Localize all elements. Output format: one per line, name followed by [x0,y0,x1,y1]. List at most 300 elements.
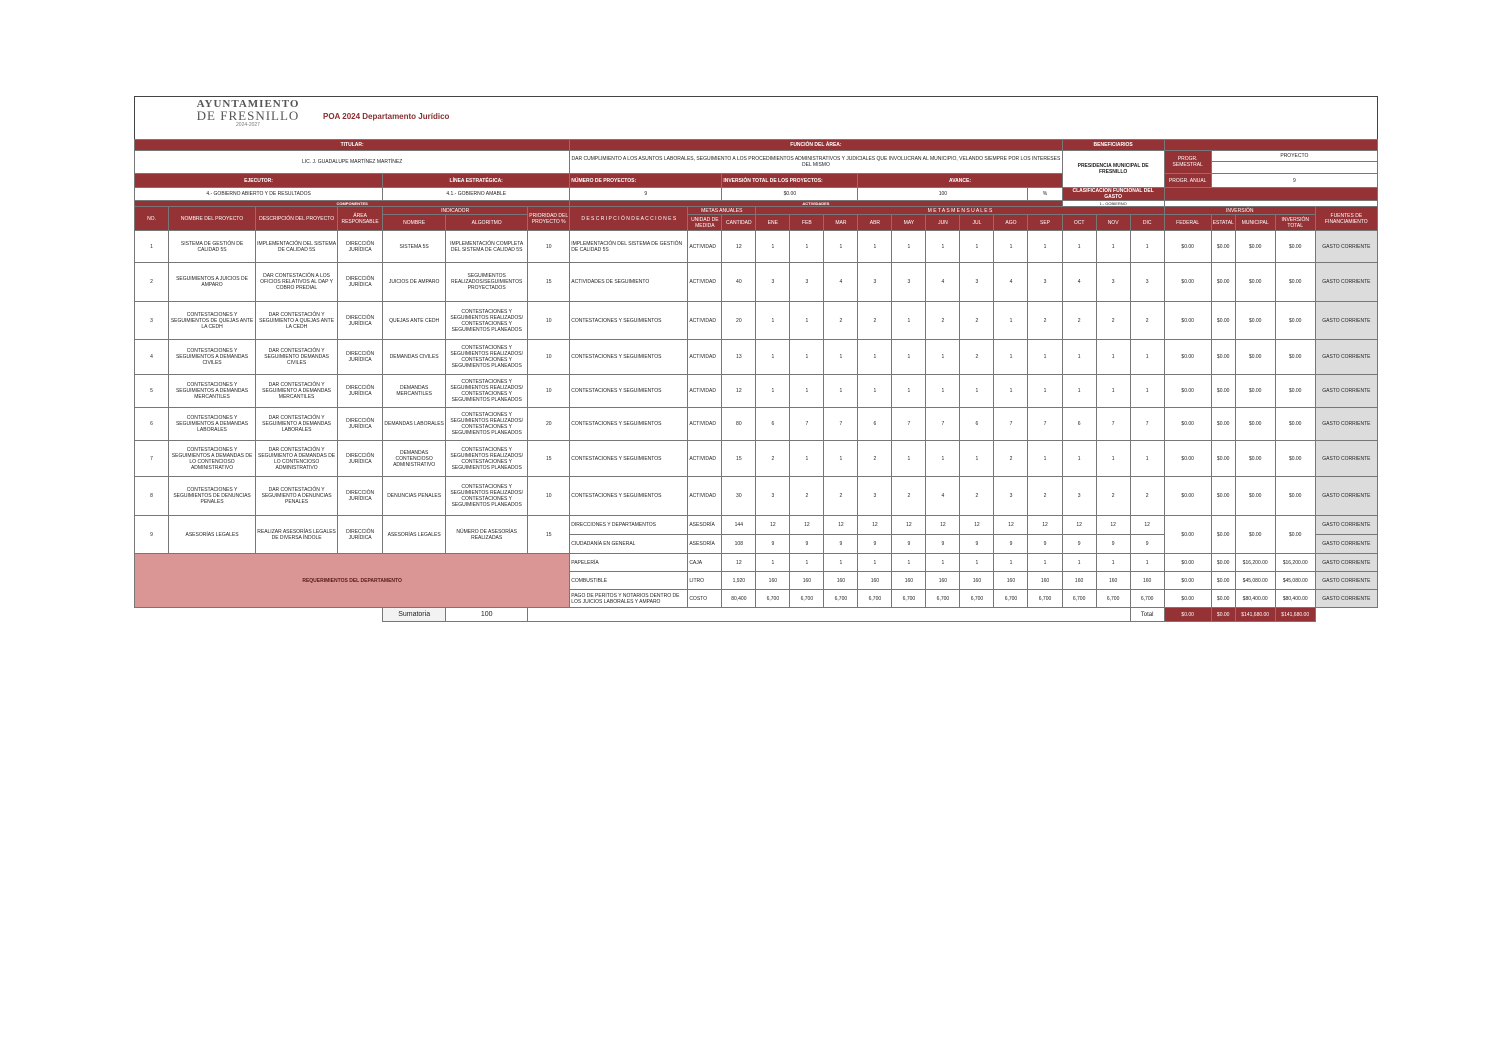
inversion-total: $0.00 [1275,408,1315,441]
meta-mensual: 3 [756,263,790,302]
meta-mensual: 3 [1130,263,1164,302]
meta-mensual: 2 [1130,477,1164,516]
col-12: MAR [824,215,858,231]
requerimiento-descripcion: PAPELERÍA [570,554,688,572]
meta-mensual: 9 [1028,535,1062,554]
cantidad: 15 [722,441,756,477]
meta-mensual: 1 [790,302,824,340]
meta-mensual: 3 [892,263,926,302]
indicador-algoritmo: IMPLEMENTACIÓN COMPLETA DEL SISTEMA DE CALIDAD 5S [446,231,528,263]
meta-mensual: 1 [926,231,960,263]
requerimiento-federal: $0.00 [1164,554,1211,572]
actividades-header: ACTIVIDADES [570,201,1062,207]
meta-mensual: 1 [892,441,926,477]
inversion-federal: $0.00 [1164,302,1211,340]
area-responsable: DIRECCIÓN JURÍDICA [338,340,383,375]
indicador-nombre: DEMANDAS CIVILES [383,340,446,375]
titular-value: LIC. J. GUADALUPE MARTÍNEZ MARTÍNEZ [135,151,570,174]
meta-mensual: 1 [824,231,858,263]
project-description: DAR CONTESTACIÓN Y SEGUIMIENTO A DEMANDAS LABORALES [256,408,338,441]
unidad-medida: ACTIVIDAD [688,441,722,477]
meta-mensual: 7 [1096,408,1130,441]
meta-mensual: 1 [960,375,994,408]
unidad-medida: ACTIVIDAD [688,477,722,516]
meta-mensual: 9 [1096,535,1130,554]
prioridad: 10 [528,477,570,516]
prioridad: 10 [528,231,570,263]
meta-mensual: 6 [960,408,994,441]
col-fuentes: FUENTES DE FINANCIAMIENTO [1315,207,1377,231]
inversion-total: $0.00 [1275,302,1315,340]
accion-descripcion: CONTESTACIONES Y SEGUIMIENTOS [570,477,688,516]
project-description: DAR CONTESTACIÓN Y SEGUIMIENTO A DENUNCIAS PENALES [256,477,338,516]
meta-mensual: 2 [790,477,824,516]
sheet-header [134,96,1378,139]
meta-mensual: 2 [960,340,994,375]
fuente-financiamiento: GASTO CORRIENTE [1315,340,1377,375]
inversion-estatal: $0.00 [1211,441,1235,477]
meta-mensual: 3 [1096,263,1130,302]
col-descripcion-acciones: D E S C R I P C I Ó N D E A C C I O N E S [570,207,688,231]
accion-descripcion: CONTESTACIONES Y SEGUIMIENTOS [570,441,688,477]
fuente-financiamiento: GASTO CORRIENTE [1315,408,1377,441]
meta-mensual: 2 [1028,477,1062,516]
meta-mensual: 7 [1130,408,1164,441]
area-responsable: DIRECCIÓN JURÍDICA [338,263,383,302]
meta-mensual: 1 [1062,375,1096,408]
beneficiarios-header: BENEFICIARIOS [1062,140,1164,151]
meta-mensual: 1 [1096,375,1130,408]
progr-anual-label: PROGR. ANUAL [1164,174,1211,188]
beneficiarios-value: PRESIDENCIA MUNICIPAL DE FRESNILLO [1062,151,1164,188]
requerimiento-mes: 160 [824,572,858,590]
meta-mensual: 1 [1062,441,1096,477]
col-18: SEP [1028,215,1062,231]
meta-mensual: 4 [994,263,1028,302]
clasificacion-value: 1.- GOBIERNO [1062,201,1164,207]
meta-mensual: 12 [1028,516,1062,535]
avance-header: AVANCE: [858,174,1062,188]
meta-mensual: 1 [994,375,1028,408]
inversion-federal: $0.00 [1164,441,1211,477]
meta-mensual: 3 [960,263,994,302]
total-inversion: $141,680.00 [1275,608,1315,622]
inversion-total: $0.00 [1275,516,1315,554]
requerimiento-mes: 6,700 [1096,590,1130,608]
project-no: 8 [135,477,169,516]
requerimiento-mes: 1 [1130,554,1164,572]
col-24: MUNICIPAL [1235,215,1275,231]
fuente-financiamiento: GASTO CORRIENTE [1315,477,1377,516]
meta-mensual: 1 [824,340,858,375]
inversion-total: $0.00 [1275,441,1315,477]
inversion-estatal: $0.00 [1211,477,1235,516]
total-municipal: $141,680.00 [1235,608,1275,622]
meta-mensual: 9 [1062,535,1096,554]
meta-mensual: 1 [892,302,926,340]
project-no: 9 [135,516,169,554]
indicador-algoritmo: CONTESTACIONES Y SEGUIMIENTOS REALIZADOS/ CONTESTACIONES Y SEGUIMIENTOS PLANEADOS [446,408,528,441]
meta-mensual: 3 [790,263,824,302]
meta-mensual: 9 [994,535,1028,554]
indicador-algoritmo: CONTESTACIONES Y SEGUIMIENTOS REALIZADOS/ CONTESTACIONES Y SEGUIMIENTOS PLANEADOS [446,302,528,340]
meta-mensual: 1 [756,302,790,340]
sumatoria-label: Sumatoria [383,608,446,622]
requerimiento-mes: 160 [1096,572,1130,590]
col-10: ENE [756,215,790,231]
inversion-total-value: $0.00 [722,188,858,201]
meta-mensual: 1 [994,231,1028,263]
meta-mensual: 12 [1062,516,1096,535]
requerimiento-mes: 160 [756,572,790,590]
meta-mensual: 4 [926,477,960,516]
indicador-nombre: QUEJAS ANTE CEDH [383,302,446,340]
meta-mensual: 1 [1028,375,1062,408]
requerimiento-total: $45,080.00 [1275,572,1315,590]
ayuntamiento-logo: AYUNTAMIENTO DE FRESNILLO 2024-2027 [196,98,300,128]
inversion-federal: $0.00 [1164,477,1211,516]
meta-mensual: 7 [994,408,1028,441]
meta-mensual: 2 [824,302,858,340]
project-description: DAR CONTESTACIÓN Y SEGUIMIENTO A DEMANDAS MERCANTILES [256,375,338,408]
project-no: 2 [135,263,169,302]
meta-mensual: 1 [892,375,926,408]
requerimiento-mes: 6,700 [858,590,892,608]
project-no: 7 [135,441,169,477]
col-prioridad: PRIORIDAD DEL PROYECTO % [528,207,570,231]
inversion-federal: $0.00 [1164,408,1211,441]
fuente-financiamiento: GASTO CORRIENTE [1315,375,1377,408]
col-23: ESTATAL [1211,215,1235,231]
inversion-total: $0.00 [1275,231,1315,263]
requerimiento-mes: 6,700 [1062,590,1096,608]
inversion-municipal: $0.00 [1235,340,1275,375]
inversion-federal: $0.00 [1164,231,1211,263]
col-16: JUL [960,215,994,231]
meta-mensual: 1 [1028,340,1062,375]
project-no: 3 [135,302,169,340]
project-name: CONTESTACIONES Y SEGUIMIENTOS DE QUEJAS ANTE LA CEDH [169,302,256,340]
requerimiento-mes: 1 [790,554,824,572]
meta-mensual: 1 [1130,375,1164,408]
meta-mensual: 9 [790,535,824,554]
meta-mensual: 1 [790,441,824,477]
col-nombre-proyecto: NOMBRE DEL PROYECTO [169,207,256,231]
meta-mensual: 9 [1130,535,1164,554]
componentes-header: COMPONENTES [135,201,570,207]
col-14: MAY [892,215,926,231]
requerimiento-mes: 6,700 [824,590,858,608]
prioridad: 10 [528,340,570,375]
inversion-estatal: $0.00 [1211,340,1235,375]
requerimiento-unidad: COSTO [688,590,722,608]
meta-mensual: 12 [994,516,1028,535]
meta-mensual: 9 [960,535,994,554]
inversion-estatal: $0.00 [1211,516,1235,554]
meta-mensual: 12 [960,516,994,535]
meta-mensual: 1 [926,340,960,375]
fuente-financiamiento: GASTO CORRIENTE [1315,302,1377,340]
meta-mensual: 6 [756,408,790,441]
requerimiento-mes: 6,700 [892,590,926,608]
project-row [135,441,1378,477]
unidad-medida: ACTIVIDAD [688,375,722,408]
accion-descripcion: IMPLEMENTACIÓN DEL SISTEMA DE GESTIÓN DE CALIDAD 5S [570,231,688,263]
fuente-financiamiento: GASTO CORRIENTE [1315,231,1377,263]
requerimiento-mes: 1 [824,554,858,572]
meta-mensual: 1 [756,231,790,263]
indicador-nombre: DEMANDAS CONTENCIOSO ADMINISTRATIVO [383,441,446,477]
requerimiento-mes: 160 [994,572,1028,590]
col-19: OCT [1062,215,1096,231]
project-no: 5 [135,375,169,408]
prioridad: 10 [528,375,570,408]
meta-mensual: 1 [1062,340,1096,375]
cantidad: 108 [722,535,756,554]
meta-mensual: 3 [858,477,892,516]
cantidad: 12 [722,375,756,408]
cantidad: 12 [722,231,756,263]
meta-mensual: 12 [1096,516,1130,535]
poa-table [134,139,1378,622]
ejecutor-header: EJECUTOR: [135,174,383,188]
meta-mensual: 9 [756,535,790,554]
accion-descripcion: DIRECCIONES Y DEPARTAMENTOS [570,516,688,535]
meta-mensual: 2 [858,441,892,477]
meta-mensual: 2 [824,477,858,516]
meta-mensual: 12 [1130,516,1164,535]
indicador-nombre: JUICIOS DE AMPARO [383,263,446,302]
meta-mensual: 9 [858,535,892,554]
meta-mensual: 1 [858,340,892,375]
meta-mensual: 2 [756,441,790,477]
avance-unit: % [1028,188,1062,201]
meta-mensual: 1 [1130,340,1164,375]
fuente-financiamiento: GASTO CORRIENTE [1315,535,1377,554]
project-row [135,516,1378,535]
meta-mensual: 1 [1096,231,1130,263]
meta-mensual: 12 [858,516,892,535]
cantidad: 80 [722,408,756,441]
cantidad: 30 [722,477,756,516]
area-responsable: DIRECCIÓN JURÍDICA [338,477,383,516]
funcion-header: FUNCIÓN DEL ÁREA: [570,140,1062,151]
accion-descripcion: CONTESTACIONES Y SEGUIMIENTOS [570,408,688,441]
inversion-federal: $0.00 [1164,516,1211,554]
col-17: AGO [994,215,1028,231]
project-name: ASESORÍAS LEGALES [169,516,256,554]
meta-mensual: 12 [892,516,926,535]
prioridad: 15 [528,263,570,302]
col-8: UNIDAD DE MEDIDA [688,215,722,231]
accion-descripcion: CONTESTACIONES Y SEGUIMIENTOS [570,340,688,375]
inversion-municipal: $0.00 [1235,408,1275,441]
inversion-header: INVERSIÓN [1164,207,1315,215]
project-name: CONTESTACIONES Y SEGUIMIENTOS DE DENUNCIAS PENALES [169,477,256,516]
requerimiento-mes: 160 [790,572,824,590]
meta-mensual: 1 [1130,231,1164,263]
metas-mensuales-header: M E T A S M E N S U A L E S [756,207,1164,215]
requerimiento-estatal: $0.00 [1211,554,1235,572]
unidad-medida: ASESORÍA [688,516,722,535]
cantidad: 40 [722,263,756,302]
requerimiento-mes: 160 [1028,572,1062,590]
unidad-medida: ASESORÍA [688,535,722,554]
indicador-nombre: SISTEMA 5S [383,231,446,263]
project-row [135,340,1378,375]
meta-mensual: 1 [994,340,1028,375]
meta-mensual: 2 [1062,302,1096,340]
meta-mensual: 1 [824,375,858,408]
requerimiento-mes: 160 [1062,572,1096,590]
project-name: SEGUIMIENTOS A JUICIOS DE AMPARO [169,263,256,302]
requerimiento-cantidad: 80,400 [722,590,756,608]
inversion-municipal: $0.00 [1235,263,1275,302]
project-row [135,263,1378,302]
inversion-municipal: $0.00 [1235,477,1275,516]
inversion-municipal: $0.00 [1235,516,1275,554]
funcion-value: DAR CUMPLIMIENTO A LOS ASUNTOS LABORALES, SEGUIMIENTO A LOS PROCEDIMIENTOS ADMINISTRATIVOS Y JUDICIALES QUE INVOLUCRAN AL MUNICIPIO, VELANDO SIEMPRE POR LOS INTERESES DEL MISMO [570,151,1062,174]
total-label: Total [1130,608,1164,622]
project-row [135,302,1378,340]
unidad-medida: ACTIVIDAD [688,408,722,441]
requerimiento-fuente: GASTO CORRIENTE [1315,572,1377,590]
meta-mensual: 12 [756,516,790,535]
meta-mensual: 3 [1062,477,1096,516]
unidad-medida: ACTIVIDAD [688,263,722,302]
meta-mensual: 2 [1028,302,1062,340]
progr-anual-value: 9 [1211,174,1377,188]
accion-descripcion: CIUDADANÍA EN GENERAL [570,535,688,554]
col-11: FEB [790,215,824,231]
requerimiento-fuente: GASTO CORRIENTE [1315,554,1377,572]
meta-mensual: 1 [1096,340,1130,375]
meta-mensual: 4 [824,263,858,302]
requerimiento-mes: 1 [926,554,960,572]
num-proyectos-header: NÚMERO DE PROYECTOS: [570,174,722,188]
meta-mensual: 1 [926,441,960,477]
cantidad: 20 [722,302,756,340]
meta-mensual: 2 [994,441,1028,477]
inversion-municipal: $0.00 [1235,302,1275,340]
meta-mensual: 2 [960,302,994,340]
prioridad: 15 [528,516,570,554]
requerimiento-descripcion: PAGO DE PERITOS Y NOTARIOS DENTRO DE LOS JUICIOS LABORALES Y AMPARO [570,590,688,608]
meta-mensual: 1 [994,302,1028,340]
col-algoritmo: ALGORITMO [446,215,528,231]
area-responsable: DIRECCIÓN JURÍDICA [338,408,383,441]
page-title: POA 2024 Departamento Jurídico [323,112,450,121]
prioridad: 20 [528,408,570,441]
inversion-municipal: $0.00 [1235,441,1275,477]
inversion-total: $0.00 [1275,375,1315,408]
meta-mensual: 1 [1130,441,1164,477]
meta-mensual: 1 [1028,441,1062,477]
meta-mensual: 2 [858,302,892,340]
col-15: JUN [926,215,960,231]
proyecto-label: PROYECTO [1211,151,1377,162]
meta-mensual: 7 [1028,408,1062,441]
meta-mensual: 1 [790,375,824,408]
meta-mensual: 1 [892,231,926,263]
cantidad: 144 [722,516,756,535]
meta-mensual: 3 [1028,263,1062,302]
indicador-algoritmo: CONTESTACIONES Y SEGUIMIENTOS REALIZADOS/ CONTESTACIONES Y SEGUIMIENTOS PLANEADOS [446,441,528,477]
requerimiento-descripcion: COMBUSTIBLE [570,572,688,590]
indicador-algoritmo: CONTESTACIONES Y SEGUIMIENTOS REALIZADOS/ CONTESTACIONES Y SEGUIMIENTOS PLANEADOS [446,477,528,516]
accion-descripcion: CONTESTACIONES Y SEGUIMIENTOS [570,302,688,340]
meta-mensual: 1 [892,340,926,375]
requerimiento-mes: 1 [1096,554,1130,572]
fuente-financiamiento: GASTO CORRIENTE [1315,516,1377,535]
meta-mensual: 12 [790,516,824,535]
meta-mensual: 1 [790,340,824,375]
total-federal: $0.00 [1164,608,1211,622]
meta-mensual: 2 [960,477,994,516]
col-25: INVERSIÓN TOTAL [1275,215,1315,231]
area-responsable: DIRECCIÓN JURÍDICA [338,375,383,408]
project-description: DAR CONTESTACIÓN Y SEGUIMIENTO DEMANDAS CIVILES [256,340,338,375]
fuente-financiamiento: GASTO CORRIENTE [1315,441,1377,477]
meta-mensual: 1 [926,375,960,408]
project-description: DAR CONTESTACIÓN Y SEGUIMIENTO A DEMANDAS DE LO CONTENCIOSO ADMINISTRATIVO [256,441,338,477]
requerimientos-label: REQUERIMIENTOS DEL DEPARTAMENTO [135,554,570,608]
col-area: ÁREA RESPONSABLE [338,207,383,231]
project-name: SISTEMA DE GESTIÓN DE CALIDAD 5S [169,231,256,263]
project-no: 1 [135,231,169,263]
linea-header: LÍNEA ESTRATÉGICA: [383,174,570,188]
requerimiento-mes: 6,700 [926,590,960,608]
avance-value: 100 [858,188,1028,201]
meta-mensual: 2 [892,477,926,516]
metas-anuales-header: METAS ANUALES [688,207,756,215]
unidad-medida: ACTIVIDAD [688,231,722,263]
project-row [135,375,1378,408]
requerimiento-mes: 6,700 [994,590,1028,608]
requerimiento-mes: 6,700 [756,590,790,608]
requerimiento-estatal: $0.00 [1211,572,1235,590]
requerimiento-mes: 1 [858,554,892,572]
requerimiento-mes: 160 [960,572,994,590]
prioridad: 10 [528,302,570,340]
area-responsable: DIRECCIÓN JURÍDICA [338,441,383,477]
requerimiento-mes: 1 [960,554,994,572]
meta-mensual: 1 [756,375,790,408]
meta-mensual: 2 [1096,477,1130,516]
meta-mensual: 6 [1062,408,1096,441]
requerimiento-mes: 160 [1130,572,1164,590]
inversion-municipal: $0.00 [1235,375,1275,408]
indicador-algoritmo: SEGUIMIENTOS REALIZADOS/SEGUIMIENTOS PROYECTADOS [446,263,528,302]
requerimiento-mes: 6,700 [960,590,994,608]
area-responsable: DIRECCIÓN JURÍDICA [338,231,383,263]
inversion-estatal: $0.00 [1211,408,1235,441]
cantidad: 13 [722,340,756,375]
meta-mensual: 1 [790,231,824,263]
requerimiento-mes: 160 [926,572,960,590]
requerimiento-total: $80,400.00 [1275,590,1315,608]
indicador-algoritmo: CONTESTACIONES Y SEGUIMIENTOS REALIZADOS/ CONTESTACIONES Y SEGUIMIENTOS PLANEADOS [446,375,528,408]
inversion-municipal: $0.00 [1235,231,1275,263]
meta-mensual: 2 [1096,302,1130,340]
indicador-nombre: DEMANDAS LABORALES [383,408,446,441]
requerimiento-mes: 6,700 [1028,590,1062,608]
indicador-nombre: DEMANDAS MERCANTILES [383,375,446,408]
ejecutor-value: 4.- GOBIERNO ABIERTO Y DE RESULTADOS [135,188,383,201]
inversion-estatal: $0.00 [1211,302,1235,340]
inversion-estatal: $0.00 [1211,375,1235,408]
project-name: CONTESTACIONES Y SEGUIMIENTOS A DEMANDAS MERCANTILES [169,375,256,408]
